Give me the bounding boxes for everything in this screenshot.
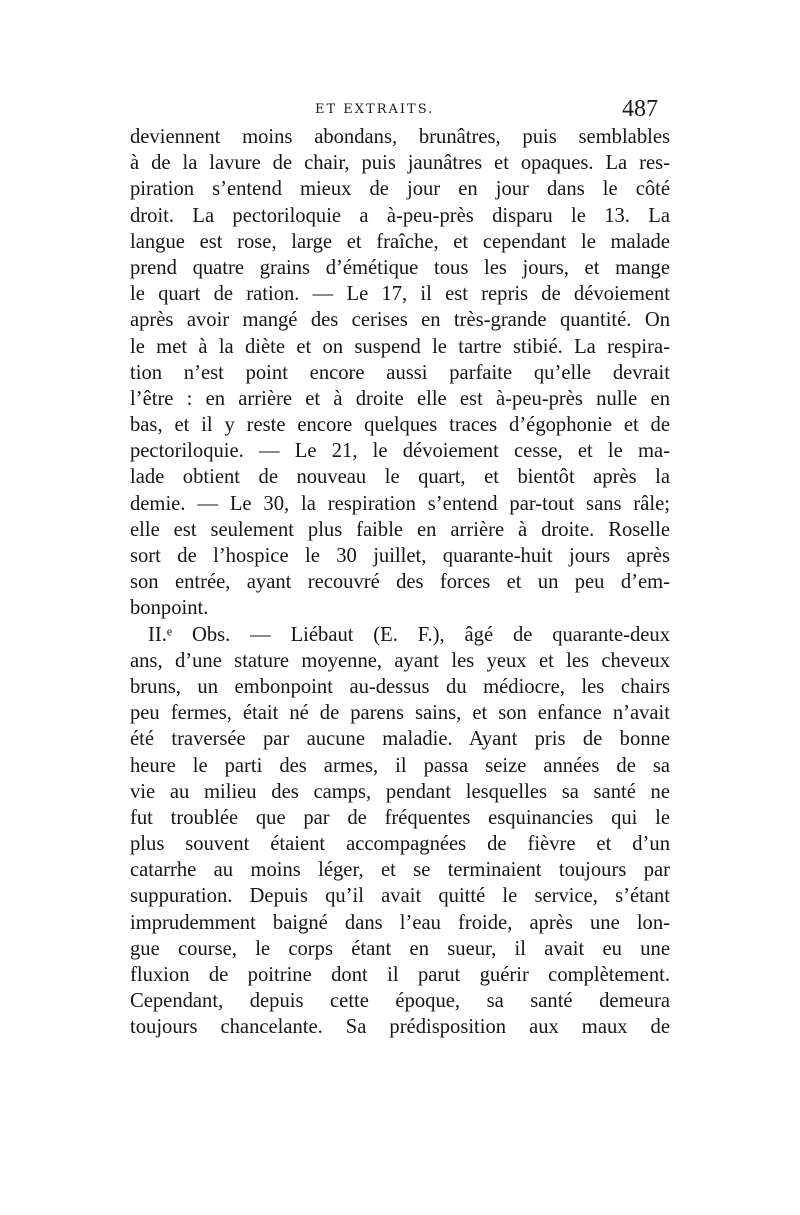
text-line: à de la lavure de chair, puis jaunâtres et opaques. La res-: [130, 152, 670, 175]
text-line: lade obtient de nouveau le quart, et bientôt après la: [130, 466, 670, 489]
text-line: vie au milieu des camps, pendant lesquelles sa santé ne: [130, 780, 670, 803]
text-line: elle est seulement plus faible en arrière à droite. Roselle: [130, 518, 670, 541]
text-line: fut troublée que par de fréquentes esquinancies qui le: [130, 806, 670, 829]
text-line: ans, d’une stature moyenne, ayant les yeux et les cheveux: [130, 649, 670, 672]
text-line: imprudemment baigné dans l’eau froide, après une lon-: [130, 911, 670, 934]
text-line: bruns, un embonpoint au-dessus du médiocre, les chairs: [130, 675, 670, 698]
page-header: [130, 96, 670, 126]
text-line: sort de l’hospice le 30 juillet, quarante-huit jours après: [130, 545, 670, 567]
text-line: piration s’entend mieux de jour en jour dans le côté: [130, 178, 670, 201]
text-line: son entrée, ayant recouvré des forces et un peu d’em-: [130, 571, 670, 594]
text-line: le met à la diète et on suspend le tartre stibié. La respira-: [130, 335, 670, 358]
page-number: 487: [622, 96, 658, 122]
text-line: heure le parti des armes, il passa seize années de sa: [130, 754, 670, 777]
text-line: le quart de ration. — Le 17, il est repris de dévoiement: [130, 283, 670, 306]
text-line: plus souvent étaient accompagnées de fièvre et d’un: [130, 833, 670, 856]
body-text: [130, 124, 670, 1041]
text-line: suppuration. Depuis qu’il avait quitté le service, s’étant: [130, 885, 670, 908]
observation-heading-line: II.ᵉ Obs. — Liébaut (E. F.), âgé de quarante-deux: [148, 623, 670, 646]
text-line: catarrhe au moins léger, et se terminaient toujours par: [130, 859, 670, 882]
text-line: pectoriloquie. — Le 21, le dévoiement cesse, et le ma-: [130, 440, 670, 463]
text-line: Cependant, depuis cette époque, sa santé demeura: [130, 990, 670, 1013]
text-line: demie. — Le 30, la respiration s’entend par-tout sans râle;: [130, 492, 670, 515]
paragraph-end-line: bonpoint.: [130, 597, 209, 620]
text-line: droit. La pectoriloquie a à-peu-près disparu le 13. La: [130, 204, 670, 227]
text-line: fluxion de poitrine dont il parut guérir complètement.: [130, 964, 670, 986]
text-line: gue course, le corps étant en sueur, il avait eu une: [130, 937, 670, 960]
running-head: ET EXTRAITS.: [315, 102, 435, 117]
text-line: toujours chancelante. Sa prédisposition aux maux de: [130, 1016, 670, 1039]
text-line: peu fermes, était né de parens sains, et son enfance n’avait: [130, 702, 670, 725]
text-line: tion n’est point encore aussi parfaite qu’elle devrait: [130, 361, 670, 384]
text-line: prend quatre grains d’émétique tous les jours, et mange: [130, 256, 670, 279]
text-line: l’être : en arrière et à droite elle est à-peu-près nulle en: [130, 387, 670, 410]
text-line: bas, et il y reste encore quelques traces d’égophonie et de: [130, 414, 670, 437]
text-line: été traversée par aucune maladie. Ayant pris de bonne: [130, 728, 670, 751]
text-line: deviennent moins abondans, brunâtres, puis semblables: [130, 126, 670, 148]
text-line: après avoir mangé des cerises en très-grande quantité. On: [130, 309, 670, 332]
text-line: langue est rose, large et fraîche, et cependant le malade: [130, 230, 670, 253]
